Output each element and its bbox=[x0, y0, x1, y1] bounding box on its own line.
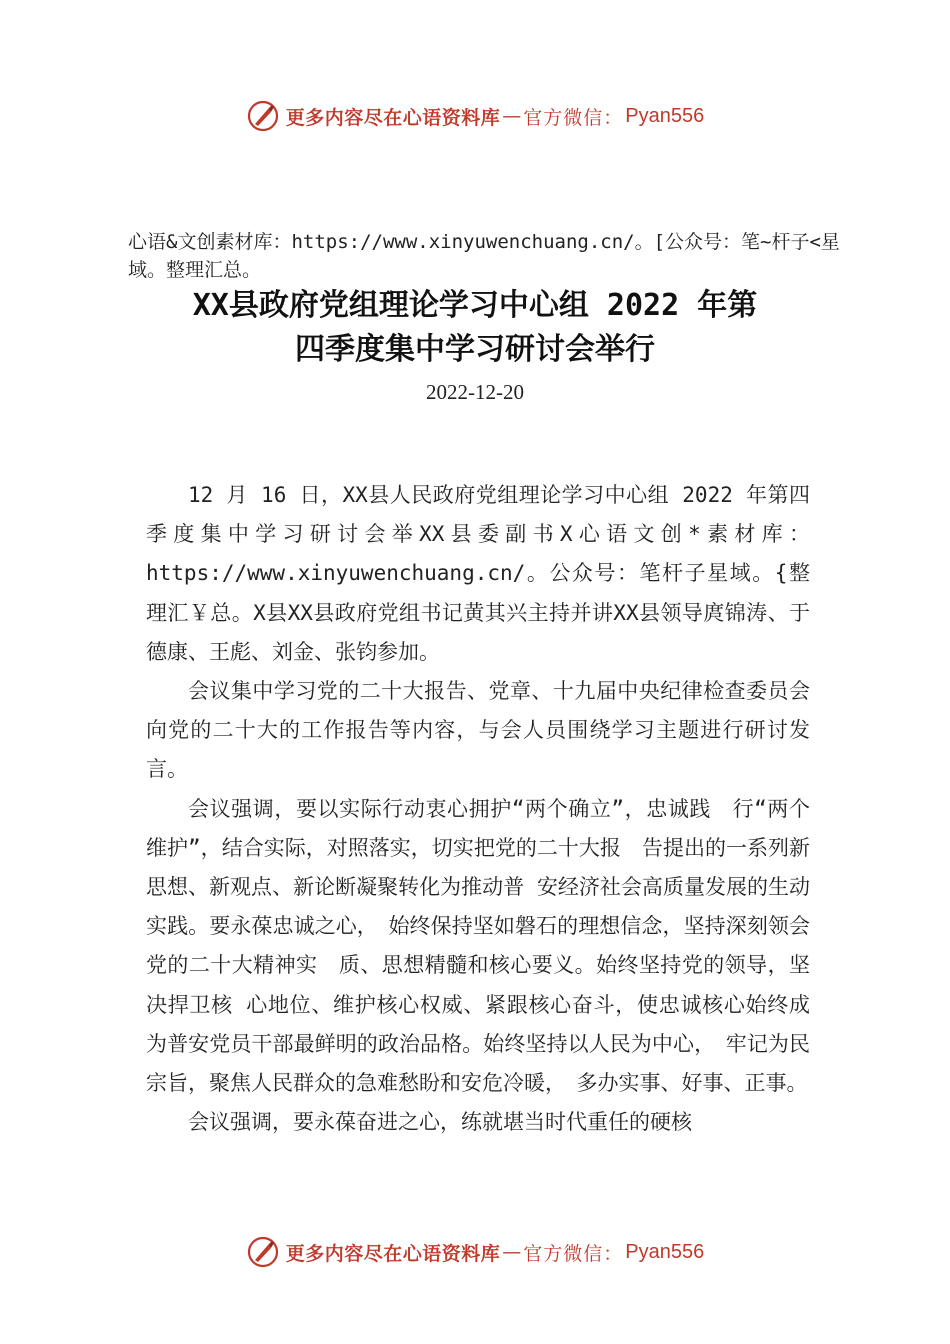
paragraph-2: 会议集中学习党的二十大报告、党章、十九届中央纪律检查委员会向党的二十大的工作报告等内容，与会人员围绕学习主题进行研讨发言。 bbox=[146, 679, 810, 782]
banner-brand-text: 更多内容尽在心语资料库 bbox=[285, 106, 501, 129]
header-watermark-banner bbox=[0, 96, 950, 136]
banner-dash: — bbox=[502, 1241, 522, 1263]
banner-dash: — bbox=[502, 105, 522, 127]
banner-wechat-label: 官方微信： bbox=[523, 106, 624, 129]
banner-wechat-id: Pyan556 bbox=[625, 1240, 705, 1263]
article-body bbox=[146, 476, 810, 1142]
title-line-2: 四季度集中学习研讨会举行 bbox=[295, 332, 655, 367]
pen-logo-icon bbox=[246, 1235, 280, 1269]
banner-wechat-label: 官方微信： bbox=[523, 1242, 624, 1265]
document-title bbox=[100, 284, 850, 372]
footer-watermark-banner bbox=[0, 1232, 950, 1272]
pen-logo-icon bbox=[246, 99, 280, 133]
banner-brand-text: 更多内容尽在心语资料库 bbox=[285, 1242, 501, 1265]
paragraph-3: 会议强调，要以实际行动衷心拥护“两个确立”，忠诚践 行“两个维护”，结合实际，对照落实，切实把党的二十大报 告提出的一系列新思想、新观点、新论断凝聚转化为推动普 安经济社会高质量发展的生动实践。要永葆忠诚之心， 始终保持坚如磐石的理想信念，坚持深刻领会党的二十大精神实 质、思想精髓和核心要义。始终坚持党的领导，坚决捍卫核 心地位、维护核心权威、紧跟核心奋斗，使忠诚核心始终成 为普安党员干部最鲜明的政治品格。始终坚持以人民为中心， 牢记为民宗旨，聚焦人民群众的急难愁盼和安危冷暖， 多办实事、好事、正事。 bbox=[146, 796, 810, 1096]
title-line-1: XX县政府党组理论学习中心组 2022 年第 bbox=[192, 288, 758, 323]
banner-wechat-id: Pyan556 bbox=[625, 104, 705, 127]
source-note: 心语&文创素材库：https://www.xinyuwenchuang.cn/。[公众号：笔~杆子<星域。整理汇总。 bbox=[128, 231, 840, 281]
publish-date: 2022-12-20 bbox=[426, 380, 524, 404]
paragraph-1: 12 月 16 日，XX县人民政府党组理论学习中心组 2022 年第四季度集中学习研讨会举XX县委副书X心语文创*素材库：https://www.xinyuwenchuang.cn/。公众号：笔杆子星域。{整理汇￥总。X县XX县政府党组书记黄其兴主持并讲XX县领导庹锦涛、于德康、王彪、刘金、张钧参加。 bbox=[146, 483, 810, 664]
paragraph-4: 会议强调，要永葆奋进之心，练就堪当时代重任的硬核 bbox=[188, 1110, 692, 1135]
